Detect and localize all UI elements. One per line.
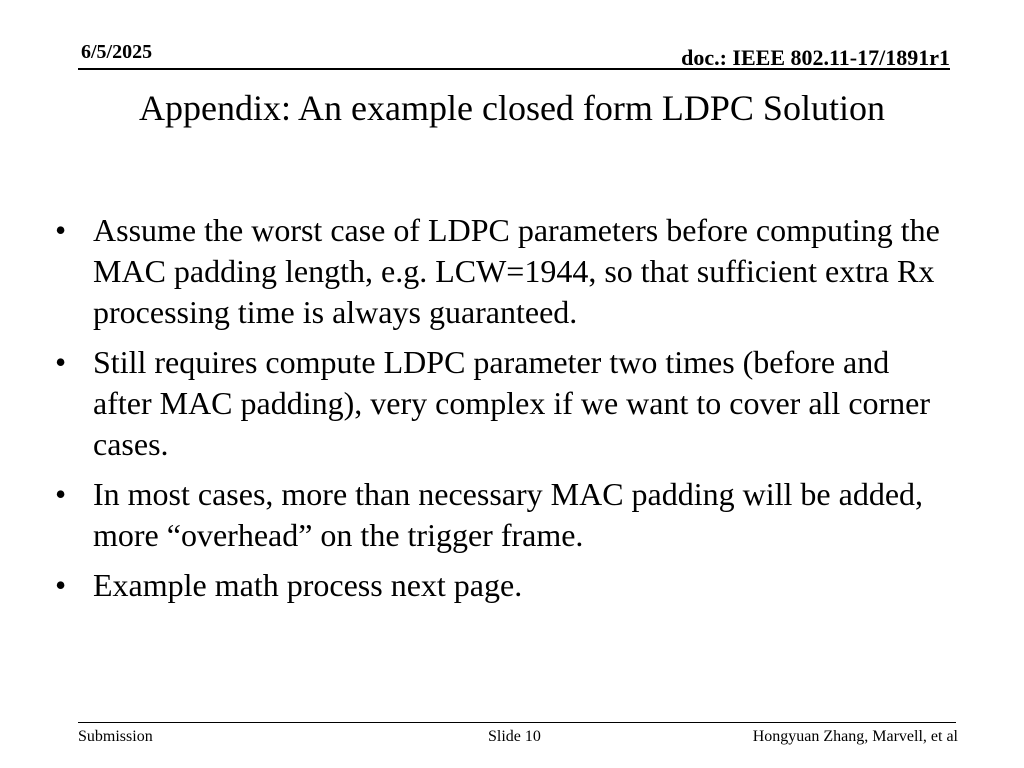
bullet-text: Assume the worst case of LDPC parameters before computing the MAC padding length, e.g. LCW=1944, so that sufficient extra Rx processing time is always guaranteed. — [93, 212, 940, 330]
bullet-text: In most cases, more than necessary MAC padding will be added, more “overhead” on the trigger frame. — [93, 476, 924, 553]
header-document-id: doc.: IEEE 802.11-17/1891r1 — [681, 45, 950, 70]
slide-title: Appendix: An example closed form LDPC Solution — [139, 88, 885, 128]
bullet-icon: • — [55, 212, 67, 248]
bullet-text: Still requires compute LDPC parameter two times (before and after MAC padding), very complex if we want to cover all corner cases. — [93, 344, 931, 462]
bullet-item — [55, 474, 955, 556]
header-divider — [78, 68, 950, 70]
footer-slide-number: Slide 10 — [488, 728, 541, 745]
bullet-item — [55, 210, 955, 333]
bullet-list — [55, 210, 955, 615]
bullet-item — [55, 342, 955, 465]
header-date: 6/5/2025 — [81, 41, 153, 63]
footer-submission: Submission — [78, 728, 153, 745]
footer-divider — [78, 722, 956, 723]
bullet-icon: • — [55, 567, 67, 603]
bullet-text: Example math process next page. — [93, 567, 523, 603]
bullet-icon: • — [55, 476, 67, 512]
footer-authors: Hongyuan Zhang, Marvell, et al — [752, 728, 958, 745]
bullet-item — [55, 565, 955, 606]
bullet-icon: • — [55, 344, 67, 380]
